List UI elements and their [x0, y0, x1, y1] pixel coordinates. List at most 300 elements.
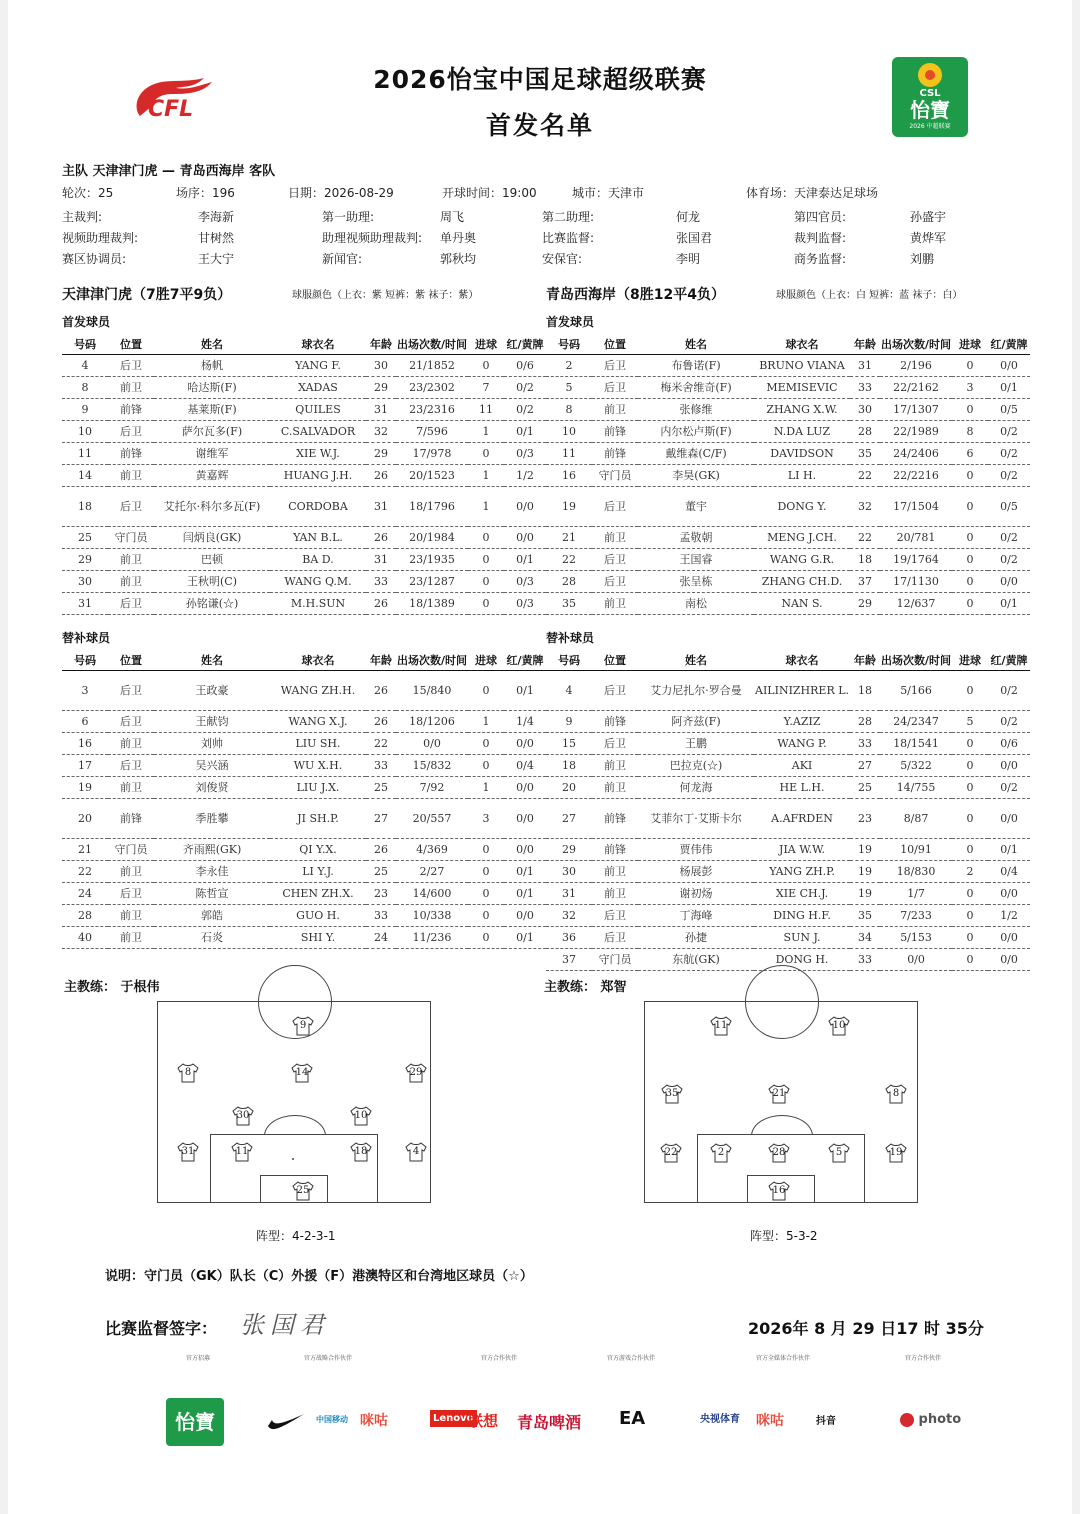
table-cell: HE L.H. — [754, 777, 850, 799]
table-cell: 19 — [62, 777, 108, 799]
table-cell: 后卫 — [592, 571, 638, 593]
table-cell: 前锋 — [592, 421, 638, 443]
table-cell: QUILES — [270, 399, 366, 421]
table-cell: 18 — [850, 671, 880, 711]
table-row — [62, 571, 546, 593]
table-cell: 22/2162 — [880, 377, 952, 399]
away-subs-table — [546, 650, 1030, 971]
table-cell: 23 — [850, 799, 880, 839]
table-row — [546, 799, 1030, 839]
table-cell: 0/0 — [504, 777, 546, 799]
official-label: 助理视频助理裁判: — [322, 231, 423, 245]
table-cell: 26 — [366, 711, 396, 733]
column-header: 姓名 — [154, 650, 270, 671]
table-cell: 17/1504 — [880, 487, 952, 527]
table-cell: 8 — [62, 377, 108, 399]
table-cell: 董宇 — [638, 487, 754, 527]
table-cell: CHEN ZH.X. — [270, 883, 366, 905]
table-cell: 前卫 — [592, 861, 638, 883]
table-cell: 24/2347 — [880, 711, 952, 733]
table-cell: 24/2406 — [880, 443, 952, 465]
table-cell: XIE CH.J. — [754, 883, 850, 905]
column-header: 号码 — [546, 334, 592, 355]
table-cell: 0/0 — [988, 883, 1030, 905]
column-header: 球衣名 — [270, 334, 366, 355]
away-coach — [544, 976, 627, 995]
table-cell: 18/1541 — [880, 733, 952, 755]
table-row — [546, 549, 1030, 571]
table-cell: 20/1523 — [396, 465, 468, 487]
table-cell: 巴拉克(☆) — [638, 755, 754, 777]
table-cell: 0 — [952, 593, 988, 615]
table-cell: 23/1935 — [396, 549, 468, 571]
table-cell: 26 — [366, 671, 396, 711]
table-row — [546, 905, 1030, 927]
kickoff-time: 开球时间：19:00 — [442, 186, 537, 200]
table-cell: 0 — [952, 465, 988, 487]
table-cell: 戴维森(C/F) — [638, 443, 754, 465]
table-cell: 15 — [546, 733, 592, 755]
table-cell: 南松 — [638, 593, 754, 615]
table-cell: 11/236 — [396, 927, 468, 949]
table-cell: 哈达斯(F) — [154, 377, 270, 399]
table-cell: 王鹏 — [638, 733, 754, 755]
table-cell: 18/1206 — [396, 711, 468, 733]
table-row — [62, 443, 546, 465]
table-cell: 王政豪 — [154, 671, 270, 711]
table-cell: YANG ZH.P. — [754, 861, 850, 883]
lenovo-cn-logo: 联想 — [468, 1412, 499, 1430]
official-name: 张国君 — [676, 231, 713, 245]
player-shirt-icon — [885, 1143, 907, 1163]
photo-logo: photo — [900, 1412, 961, 1427]
player-number: 14 — [295, 1067, 309, 1078]
table-cell: 守门员 — [592, 465, 638, 487]
table-cell: 后卫 — [592, 377, 638, 399]
table-cell: 0/0 — [504, 527, 546, 549]
table-row — [546, 883, 1030, 905]
signature-datetime: 2026年 8 月 29 日17 时 35分 — [748, 1319, 984, 1338]
table-cell: 3 — [468, 799, 504, 839]
home-coach-label: 主教练： — [64, 980, 117, 995]
table-cell: 0 — [468, 839, 504, 861]
table-cell: 0 — [952, 487, 988, 527]
home-coach-name: 于根伟 — [120, 980, 160, 995]
table-cell: DING H.F. — [754, 905, 850, 927]
table-cell: 7/92 — [396, 777, 468, 799]
table-cell: 前锋 — [108, 443, 154, 465]
column-header: 姓名 — [154, 334, 270, 355]
table-cell: 27 — [546, 799, 592, 839]
table-row — [546, 527, 1030, 549]
table-cell: 35 — [850, 905, 880, 927]
table-cell: ZHANG X.W. — [754, 399, 850, 421]
player-shirt-icon — [828, 1143, 850, 1163]
sponsor-caption: 官方合作伙伴 — [480, 1355, 517, 1362]
column-header: 号码 — [62, 334, 108, 355]
column-header: 红/黄牌 — [504, 334, 546, 355]
table-cell: 37 — [850, 571, 880, 593]
table-cell: JI SH.P. — [270, 799, 366, 839]
table-row — [62, 549, 546, 571]
home-kit-colors: 球服颜色（上衣：紫 短裤：紫 袜子：紫） — [292, 290, 479, 301]
table-cell: 14/755 — [880, 777, 952, 799]
player-number: 25 — [296, 1185, 310, 1196]
player-shirt-icon — [660, 1143, 682, 1163]
table-cell: 李昊(GK) — [638, 465, 754, 487]
csl-logo: CSL 怡寶 2026 中超联赛 — [892, 57, 968, 137]
table-cell: 0/1 — [504, 671, 546, 711]
player-shirt-icon — [292, 1016, 314, 1036]
official-label: 第一助理: — [322, 210, 375, 224]
table-cell: 0 — [952, 777, 988, 799]
official-label: 新闻官: — [322, 252, 363, 266]
table-row — [62, 927, 546, 949]
table-cell: 后卫 — [108, 355, 154, 377]
table-cell: 9 — [62, 399, 108, 421]
table-cell: 后卫 — [108, 593, 154, 615]
table-cell: 王献钧 — [154, 711, 270, 733]
table-cell: 张修维 — [638, 399, 754, 421]
column-header: 姓名 — [638, 334, 754, 355]
player-number: 19 — [889, 1147, 903, 1158]
table-cell: 孟敬朝 — [638, 527, 754, 549]
table-cell: 2 — [546, 355, 592, 377]
table-row — [546, 711, 1030, 733]
table-cell: 石炎 — [154, 927, 270, 949]
table-cell: 29 — [546, 839, 592, 861]
home-starters-table — [62, 334, 546, 615]
table-cell: 14/600 — [396, 883, 468, 905]
table-row — [546, 443, 1030, 465]
table-cell: 0 — [468, 671, 504, 711]
column-header: 进球 — [952, 650, 988, 671]
away-coach-name: 郑智 — [600, 980, 627, 995]
player-shirt-icon — [291, 1063, 313, 1083]
column-header: 进球 — [468, 650, 504, 671]
cbest-logo: 怡寶 — [166, 1398, 224, 1446]
official-name: 李明 — [676, 252, 701, 266]
table-cell: 23/2316 — [396, 399, 468, 421]
player-number: 5 — [835, 1147, 843, 1158]
table-cell: A.AFRDEN — [754, 799, 850, 839]
table-cell: XADAS — [270, 377, 366, 399]
official-label: 第四官员: — [794, 210, 847, 224]
player-number: 18 — [354, 1146, 368, 1157]
table-header-row — [62, 334, 546, 355]
player-number: 22 — [664, 1147, 678, 1158]
table-cell: 23/2302 — [396, 377, 468, 399]
table-cell: 11 — [546, 443, 592, 465]
table-row — [62, 671, 546, 711]
table-cell: 21 — [62, 839, 108, 861]
player-shirt-icon — [177, 1063, 199, 1083]
migu-logo: 咪咕 — [360, 1413, 388, 1429]
match-sheet — [8, 0, 1072, 1514]
table-cell: 萨尔瓦多(F) — [154, 421, 270, 443]
table-row — [62, 527, 546, 549]
table-cell: WANG P. — [754, 733, 850, 755]
official-name: 周飞 — [440, 210, 465, 224]
table-row — [62, 487, 546, 527]
column-header: 红/黄牌 — [988, 650, 1030, 671]
table-cell: 李永佳 — [154, 861, 270, 883]
away-team-name: 青岛西海岸（8胜12平4负） — [546, 287, 725, 303]
table-cell: 0 — [468, 733, 504, 755]
table-cell: 后卫 — [592, 905, 638, 927]
table-cell: 28 — [62, 905, 108, 927]
home-coach — [64, 976, 160, 995]
table-cell: 31 — [366, 487, 396, 527]
player-number: 2 — [717, 1147, 725, 1158]
player-shirt-icon — [231, 1142, 253, 1162]
player-shirt-icon — [768, 1181, 790, 1201]
table-cell: 前锋 — [592, 839, 638, 861]
table-cell: 35 — [546, 593, 592, 615]
table-cell: 0 — [952, 949, 988, 971]
table-cell: 18/1796 — [396, 487, 468, 527]
table-cell: 前卫 — [108, 571, 154, 593]
table-cell: 后卫 — [108, 487, 154, 527]
table-cell: 东航(GK) — [638, 949, 754, 971]
table-cell: 1 — [468, 465, 504, 487]
cctv-sports-logo: 央视体育 — [700, 1414, 740, 1425]
column-header: 位置 — [108, 650, 154, 671]
table-cell: 5/166 — [880, 671, 952, 711]
table-cell: 0/0 — [988, 927, 1030, 949]
table-cell: 0 — [952, 799, 988, 839]
round: 轮次：25 — [62, 186, 114, 200]
away-starters-table — [546, 334, 1030, 615]
table-cell: LIU SH. — [270, 733, 366, 755]
table-cell: 0/1 — [988, 377, 1030, 399]
table-cell: 守门员 — [108, 527, 154, 549]
player-number: 31 — [181, 1146, 195, 1157]
home-team-name: 天津津门虎（7胜7平9负） — [62, 287, 232, 303]
table-cell: 20 — [62, 799, 108, 839]
player-number: 8 — [184, 1067, 192, 1078]
table-row — [546, 421, 1030, 443]
table-cell: 0 — [952, 571, 988, 593]
table-cell: 1/4 — [504, 711, 546, 733]
table-row — [62, 399, 546, 421]
player-shirt-icon — [405, 1063, 427, 1083]
table-cell: 前卫 — [108, 905, 154, 927]
column-header: 位置 — [592, 650, 638, 671]
table-cell: 0 — [468, 927, 504, 949]
table-cell: 2/27 — [396, 861, 468, 883]
table-cell: 31 — [62, 593, 108, 615]
table-cell: 18 — [850, 549, 880, 571]
table-row — [546, 377, 1030, 399]
column-header: 年龄 — [850, 650, 880, 671]
signature: 张国君 — [240, 1311, 330, 1339]
table-cell: 35 — [850, 443, 880, 465]
table-row — [62, 883, 546, 905]
table-cell: 1/7 — [880, 883, 952, 905]
away-kit-colors: 球服颜色（上衣：白 短裤：蓝 袜子：白） — [776, 290, 963, 301]
player-number: 35 — [665, 1088, 679, 1099]
table-cell: 14 — [62, 465, 108, 487]
china-mobile-logo: 中国移动 — [316, 1415, 348, 1424]
table-cell: 杨展彭 — [638, 861, 754, 883]
table-cell: 梅米舍维奇(F) — [638, 377, 754, 399]
sponsor-caption: 官方全媒体合作伙伴 — [755, 1355, 810, 1362]
table-row — [546, 355, 1030, 377]
table-cell: 18 — [546, 755, 592, 777]
table-cell: 前锋 — [592, 799, 638, 839]
table-cell: 布鲁诺(F) — [638, 355, 754, 377]
table-cell: 后卫 — [592, 355, 638, 377]
table-row — [62, 905, 546, 927]
column-header: 出场次数/时间 — [880, 334, 952, 355]
table-cell: 0/0 — [504, 733, 546, 755]
table-cell: 33 — [850, 377, 880, 399]
table-cell: 26 — [366, 465, 396, 487]
table-cell: 26 — [366, 839, 396, 861]
away-subs-label: 替补球员 — [546, 631, 595, 645]
table-row — [62, 839, 546, 861]
table-cell: WANG G.R. — [754, 549, 850, 571]
table-cell: 前锋 — [108, 799, 154, 839]
table-cell: 0/0 — [504, 905, 546, 927]
player-shirt-icon — [661, 1084, 683, 1104]
player-number: 10 — [832, 1020, 846, 1031]
table-cell: 33 — [850, 733, 880, 755]
table-cell: 22 — [546, 549, 592, 571]
table-cell: 29 — [62, 549, 108, 571]
table-cell: 0 — [468, 883, 504, 905]
home-subs-table — [62, 650, 546, 949]
table-cell: 9 — [546, 711, 592, 733]
table-cell: 34 — [850, 927, 880, 949]
table-cell: 31 — [850, 355, 880, 377]
table-cell: 2 — [952, 861, 988, 883]
table-cell: 0/5 — [988, 399, 1030, 421]
table-cell: 内尔松卢斯(F) — [638, 421, 754, 443]
table-cell: 37 — [546, 949, 592, 971]
official-label: 商务监督: — [794, 252, 847, 266]
player-shirt-icon — [350, 1142, 372, 1162]
table-cell: 33 — [366, 755, 396, 777]
lenovo-logo: Lenovo — [430, 1410, 477, 1427]
column-header: 姓名 — [638, 650, 754, 671]
table-cell: 0/1 — [988, 593, 1030, 615]
table-cell: 王国睿 — [638, 549, 754, 571]
table-row — [62, 465, 546, 487]
table-cell: 26 — [366, 527, 396, 549]
table-cell: 0/2 — [988, 443, 1030, 465]
table-cell: 4/369 — [396, 839, 468, 861]
table-cell: LIU J.X. — [270, 777, 366, 799]
table-cell: 1/2 — [504, 465, 546, 487]
table-cell: BRUNO VIANA — [754, 355, 850, 377]
table-cell: 7 — [468, 377, 504, 399]
table-cell: 17/978 — [396, 443, 468, 465]
player-number: 30 — [236, 1110, 250, 1121]
table-cell: 贾伟伟 — [638, 839, 754, 861]
table-cell: 0/0 — [880, 949, 952, 971]
table-header-row — [546, 650, 1030, 671]
official-label: 视频助理裁判: — [62, 231, 139, 245]
table-cell: 前锋 — [592, 711, 638, 733]
official-name: 何龙 — [676, 210, 701, 224]
table-cell: GUO H. — [270, 905, 366, 927]
table-cell: 前卫 — [592, 777, 638, 799]
table-cell: Y.AZIZ — [754, 711, 850, 733]
table-cell: 0 — [952, 755, 988, 777]
city: 城市：天津市 — [572, 186, 645, 200]
player-shirt-icon — [350, 1106, 372, 1126]
table-cell: 36 — [546, 927, 592, 949]
table-row — [62, 861, 546, 883]
table-cell: 31 — [546, 883, 592, 905]
table-cell: 16 — [62, 733, 108, 755]
table-cell: 0 — [468, 571, 504, 593]
table-cell: JIA W.W. — [754, 839, 850, 861]
table-cell: 28 — [850, 421, 880, 443]
table-cell: 17 — [62, 755, 108, 777]
table-cell: 20/781 — [880, 527, 952, 549]
player-number: 4 — [412, 1146, 420, 1157]
table-cell: 0 — [468, 905, 504, 927]
table-cell: 季胜攀 — [154, 799, 270, 839]
table-row — [62, 711, 546, 733]
table-cell: 齐雨熙(GK) — [154, 839, 270, 861]
table-cell: 后卫 — [592, 487, 638, 527]
table-cell: 0/1 — [504, 927, 546, 949]
table-row — [62, 593, 546, 615]
player-number: 16 — [772, 1185, 786, 1196]
table-cell: 2/196 — [880, 355, 952, 377]
table-cell: 15/832 — [396, 755, 468, 777]
table-cell: DONG H. — [754, 949, 850, 971]
table-cell: 30 — [366, 355, 396, 377]
table-cell: 17/1307 — [880, 399, 952, 421]
table-cell: 31 — [366, 549, 396, 571]
official-name: 甘树然 — [198, 231, 235, 245]
official-name: 郭秋均 — [440, 252, 477, 266]
away-formation: 阵型：5-3-2 — [750, 1229, 818, 1243]
table-cell: MENG J.CH. — [754, 527, 850, 549]
table-cell: 前卫 — [108, 733, 154, 755]
column-header: 进球 — [952, 334, 988, 355]
table-cell: 23 — [366, 883, 396, 905]
official-label: 安保官: — [542, 252, 583, 266]
official-label: 赛区协调员: — [62, 252, 127, 266]
table-cell: 0/6 — [504, 355, 546, 377]
table-cell: 0/0 — [988, 949, 1030, 971]
table-cell: 后卫 — [592, 733, 638, 755]
table-cell: M.H.SUN — [270, 593, 366, 615]
table-cell: CORDOBA — [270, 487, 366, 527]
table-row — [62, 799, 546, 839]
table-cell: 11 — [62, 443, 108, 465]
table-cell: 后卫 — [108, 421, 154, 443]
table-cell: C.SALVADOR — [270, 421, 366, 443]
table-cell: LI Y.J. — [270, 861, 366, 883]
table-cell: 16 — [546, 465, 592, 487]
table-cell: 6 — [952, 443, 988, 465]
table-row — [546, 571, 1030, 593]
official-name: 王大宁 — [198, 252, 235, 266]
table-cell: 0/2 — [988, 527, 1030, 549]
table-cell: 8 — [546, 399, 592, 421]
table-cell: HUANG J.H. — [270, 465, 366, 487]
table-cell: WANG X.J. — [270, 711, 366, 733]
table-cell: 20 — [546, 777, 592, 799]
table-row — [546, 593, 1030, 615]
